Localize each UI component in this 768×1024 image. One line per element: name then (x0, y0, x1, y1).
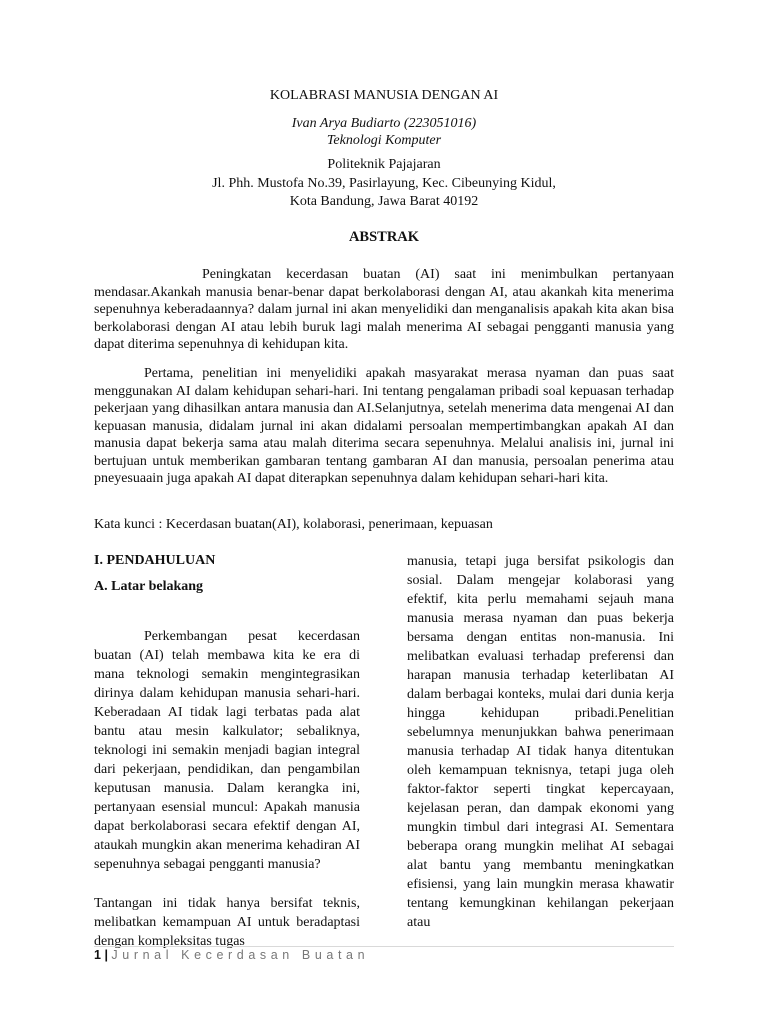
author-program: Teknologi Komputer (326, 133, 442, 148)
page-number: 1 (94, 948, 101, 962)
page-footer (94, 948, 369, 962)
intro-paragraph-1: Perkembangan pesat kecerdasan buatan (AI) telah membawa kita ke era di mana teknologi semakin mengintegrasikan dirinya dalam kehidupan manusia sehari-hari. Keberadaan AI tidak lagi terbatas pada alat bantu atau mesin kalkulator; sebaliknya, teknologi ini semakin menjadi bagian integral dari pekerjaan, pendidikan, dan pengambilan keputusan manusia. Dalam kerangka ini, pertanyaan esensial muncul: Apakah manusia dapat berkolaborasi secara efektif dengan AI, ataukah mungkin akan menerima kehadiran AI sepenuhnya sebagai pengganti manusia? (94, 629, 360, 872)
keywords: Kata kunci : Kecerdasan buatan(AI), kolaborasi, penerimaan, kepuasan (94, 517, 493, 532)
subsection-heading: A. Latar belakang (94, 579, 204, 594)
right-column (407, 552, 674, 932)
section-heading: I. PENDAHULUAN (94, 553, 216, 568)
institution: Politeknik Pajajaran (327, 157, 441, 172)
journal-name: Jurnal Kecerdasan Buatan (111, 948, 370, 962)
abstract-paragraph-1: Peningkatan kecerdasan buatan (AI) saat ini menimbulkan pertanyaan mendasar.Akankah manusia benar-benar dapat berkolaborasi dengan AI, atau akankah kita menerima sepenuhnya keberadaannya? dalam jurnal ini akan menyelidiki dan menganalisis apakah kita akan bisa berkolaborasi dengan AI atau lebih buruk lagi malah menerima AI sebagai pengganti manusia yang dapat diterima sepenuhnya di kehidupan kita. (94, 267, 674, 352)
footer-separator: | (104, 948, 108, 962)
intro-paragraph-continued: manusia, tetapi juga bersifat psikologis dan sosial. Dalam mengejar kolaborasi yang efektif, kita perlu memahami sejauh mana manusia merasa nyaman dan puas bekerja bersama dengan entitas non-manusia. Ini melibatkan evaluasi terhadap preferensi dan harapan manusia terhadap keterlibatan AI dalam berbagai konteks, mulai dari dunia kerja hingga kehidupan pribadi.Penelitian sebelumnya menunjukkan bahwa penerimaan manusia terhadap AI tidak hanya ditentukan oleh kemampuan teknisnya, tetapi juga oleh faktor-faktor seperti tingkat kepercayaan, kejelasan peran, dan dampak ekonomi yang mungkin timbul dari integrasi AI. Sementara beberapa orang mungkin melihat AI sebagai alat bantu yang membantu meningkatkan efisiensi, yang lain mungkin merasa khawatir tentang kemungkinan kehilangan pekerjaan atau (407, 554, 674, 930)
author-name: Ivan Arya Budiarto (223051016) (291, 116, 477, 131)
abstract-heading: ABSTRAK (348, 229, 420, 245)
address-line-1: Jl. Phh. Mustofa No.39, Pasirlayung, Kec. Cibeunying Kidul, (212, 176, 556, 191)
intro-paragraph-2: Tantangan ini tidak hanya bersifat teknis, melibatkan kemampuan AI untuk beradaptasi dengan kompleksitas tugas (94, 896, 360, 949)
paper-title: KOLABRASI MANUSIA DENGAN AI (269, 88, 499, 103)
abstract-paragraph-2: Pertama, penelitian ini menyelidiki apakah masyarakat merasa nyaman dan puas saat menggunakan AI dalam kehidupan sehari-hari. Ini tentang pengalaman pribadi soal kepuasan terhadap pekerjaan yang dihasilkan antara manusia dan AI.Selanjutnya, setelah menerima data mengenai AI dan kepuasan manusia, didalam jurnal ini akan didalami persoalan mempertimbangkan apakah AI dan manusia dapat bekerja sama atau malah diterima secara sepenuhnya. Melalui analisis ini, jurnal ini bertujuan untuk memberikan gambaran tentang gambaran AI dan manusia, persoalan penerima atau pneyesuaain juga apakah AI dapat diterapkan sepenuhnya dalam kehidupan sehari-hari kita. (94, 366, 674, 486)
footer-divider (94, 946, 674, 947)
left-column (94, 552, 360, 951)
address-line-2: Kota Bandung, Jawa Barat 40192 (289, 194, 479, 209)
